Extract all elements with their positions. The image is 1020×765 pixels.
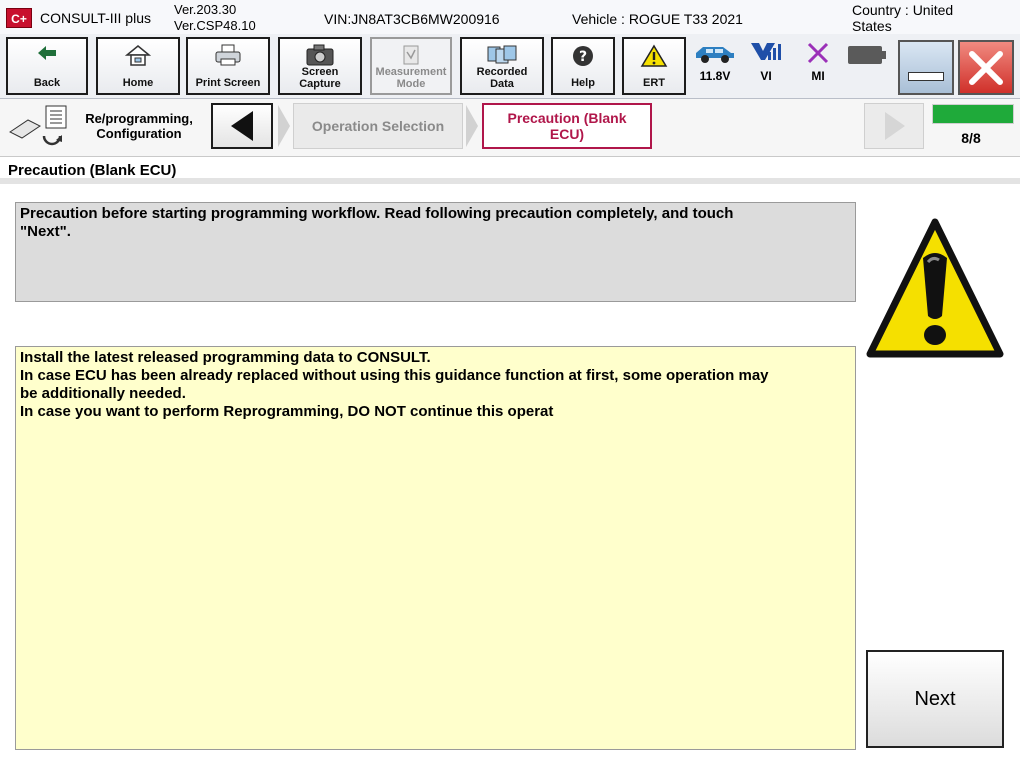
vin-label: VIN:JN8AT3CB6MW200916 bbox=[324, 11, 500, 27]
voltage-label: 11.8V bbox=[699, 69, 731, 83]
consult-logo: C+ bbox=[6, 8, 32, 28]
home-label: Home bbox=[122, 77, 154, 89]
version-1: Ver.203.30 bbox=[174, 2, 237, 17]
section-title bbox=[76, 111, 202, 141]
help-label: Help bbox=[571, 77, 595, 89]
step-counter: 8/8 bbox=[961, 130, 981, 146]
title-bar bbox=[0, 0, 1020, 35]
help-button[interactable] bbox=[551, 37, 615, 95]
close-button[interactable] bbox=[958, 40, 1014, 95]
battery-icon bbox=[848, 46, 886, 64]
close-icon bbox=[964, 46, 1008, 90]
breadcrumb-separator-icon bbox=[464, 103, 480, 149]
svg-text:?: ? bbox=[578, 49, 588, 65]
vi-indicator bbox=[746, 40, 786, 83]
current-step-label-2: ECU) bbox=[549, 126, 585, 142]
page-title: Precaution (Blank ECU) bbox=[0, 157, 1020, 184]
breadcrumb-separator-icon bbox=[276, 103, 292, 149]
section-title-line-1: Re/programming, bbox=[85, 111, 193, 126]
home-button[interactable] bbox=[96, 37, 180, 95]
ert-warning-icon bbox=[640, 44, 668, 68]
ert-button[interactable] bbox=[622, 37, 686, 95]
print-screen-button[interactable] bbox=[186, 37, 270, 95]
measurement-mode-label-1: Measurement bbox=[375, 66, 447, 78]
recorded-data-button[interactable] bbox=[460, 37, 544, 95]
battery-voltage-indicator bbox=[692, 40, 738, 83]
precaution-line-1: Install the latest released programming data to CONSULT. bbox=[20, 349, 431, 366]
ert-label: ERT bbox=[643, 77, 665, 89]
screen-capture-label-2: Capture bbox=[299, 78, 341, 90]
minimize-button[interactable] bbox=[898, 40, 954, 95]
country-label-1: Country : United bbox=[852, 2, 954, 18]
home-icon bbox=[125, 44, 151, 66]
breadcrumb-operation-selection[interactable] bbox=[293, 103, 463, 149]
progress-bar bbox=[932, 104, 1014, 124]
precaution-line-2: In case ECU has been already replaced without using this guidance function at first, some operation may bbox=[20, 367, 769, 384]
current-step-label-1: Precaution (Blank bbox=[507, 110, 627, 126]
mi-indicator bbox=[798, 40, 838, 83]
instruction-line-2: "Next". bbox=[20, 223, 71, 240]
right-arrow-icon bbox=[865, 104, 923, 148]
progress-fill bbox=[933, 105, 1013, 123]
country-label-2: States bbox=[852, 18, 892, 34]
screen-capture-button[interactable] bbox=[278, 37, 362, 95]
print-screen-label: Print Screen bbox=[195, 77, 261, 89]
precaution-line-3: be additionally needed. bbox=[20, 385, 186, 402]
vi-signal-icon bbox=[749, 40, 783, 66]
reprogramming-icon bbox=[6, 104, 70, 148]
next-step-arrow-button[interactable] bbox=[864, 103, 924, 149]
mi-label: MI bbox=[811, 69, 825, 83]
mi-disconnected-icon bbox=[805, 40, 831, 66]
minimize-icon bbox=[908, 72, 944, 81]
left-arrow-icon bbox=[213, 105, 271, 147]
recorded-data-label-2: Data bbox=[490, 78, 514, 90]
precaution-text-box bbox=[15, 346, 856, 750]
operation-selection-label: Operation Selection bbox=[311, 118, 445, 134]
next-button[interactable]: Next bbox=[866, 650, 1004, 748]
precaution-line-4: In case you want to perform Reprogramming, DO NOT continue this operat bbox=[20, 403, 554, 420]
measurement-icon bbox=[399, 44, 423, 66]
camera-icon bbox=[305, 44, 335, 66]
instruction-line-1: Precaution before starting programming workflow. Read following precaution completely, and touch bbox=[20, 205, 734, 222]
back-button[interactable] bbox=[6, 37, 88, 95]
section-title-line-2: Configuration bbox=[96, 126, 182, 141]
back-label: Back bbox=[33, 77, 61, 89]
app-name: CONSULT-III plus bbox=[40, 10, 151, 26]
help-icon bbox=[571, 44, 595, 68]
version-2: Ver.CSP48.10 bbox=[174, 18, 256, 33]
vehicle-label: Vehicle : ROGUE T33 2021 bbox=[572, 11, 743, 27]
back-arrow-icon bbox=[36, 44, 58, 62]
vi-label: VI bbox=[760, 69, 772, 83]
breadcrumb-current-step bbox=[482, 103, 652, 149]
measurement-mode-button[interactable] bbox=[370, 37, 452, 95]
printer-icon bbox=[213, 44, 243, 66]
warning-icon bbox=[866, 218, 1004, 362]
screen-capture-label-1: Screen bbox=[301, 66, 339, 78]
car-icon bbox=[693, 40, 737, 66]
recorded-data-label-1: Recorded bbox=[476, 66, 528, 78]
instruction-box bbox=[15, 202, 856, 302]
measurement-mode-label-2: Mode bbox=[396, 78, 426, 90]
recorded-data-icon bbox=[485, 44, 519, 66]
previous-step-button[interactable] bbox=[211, 103, 273, 149]
